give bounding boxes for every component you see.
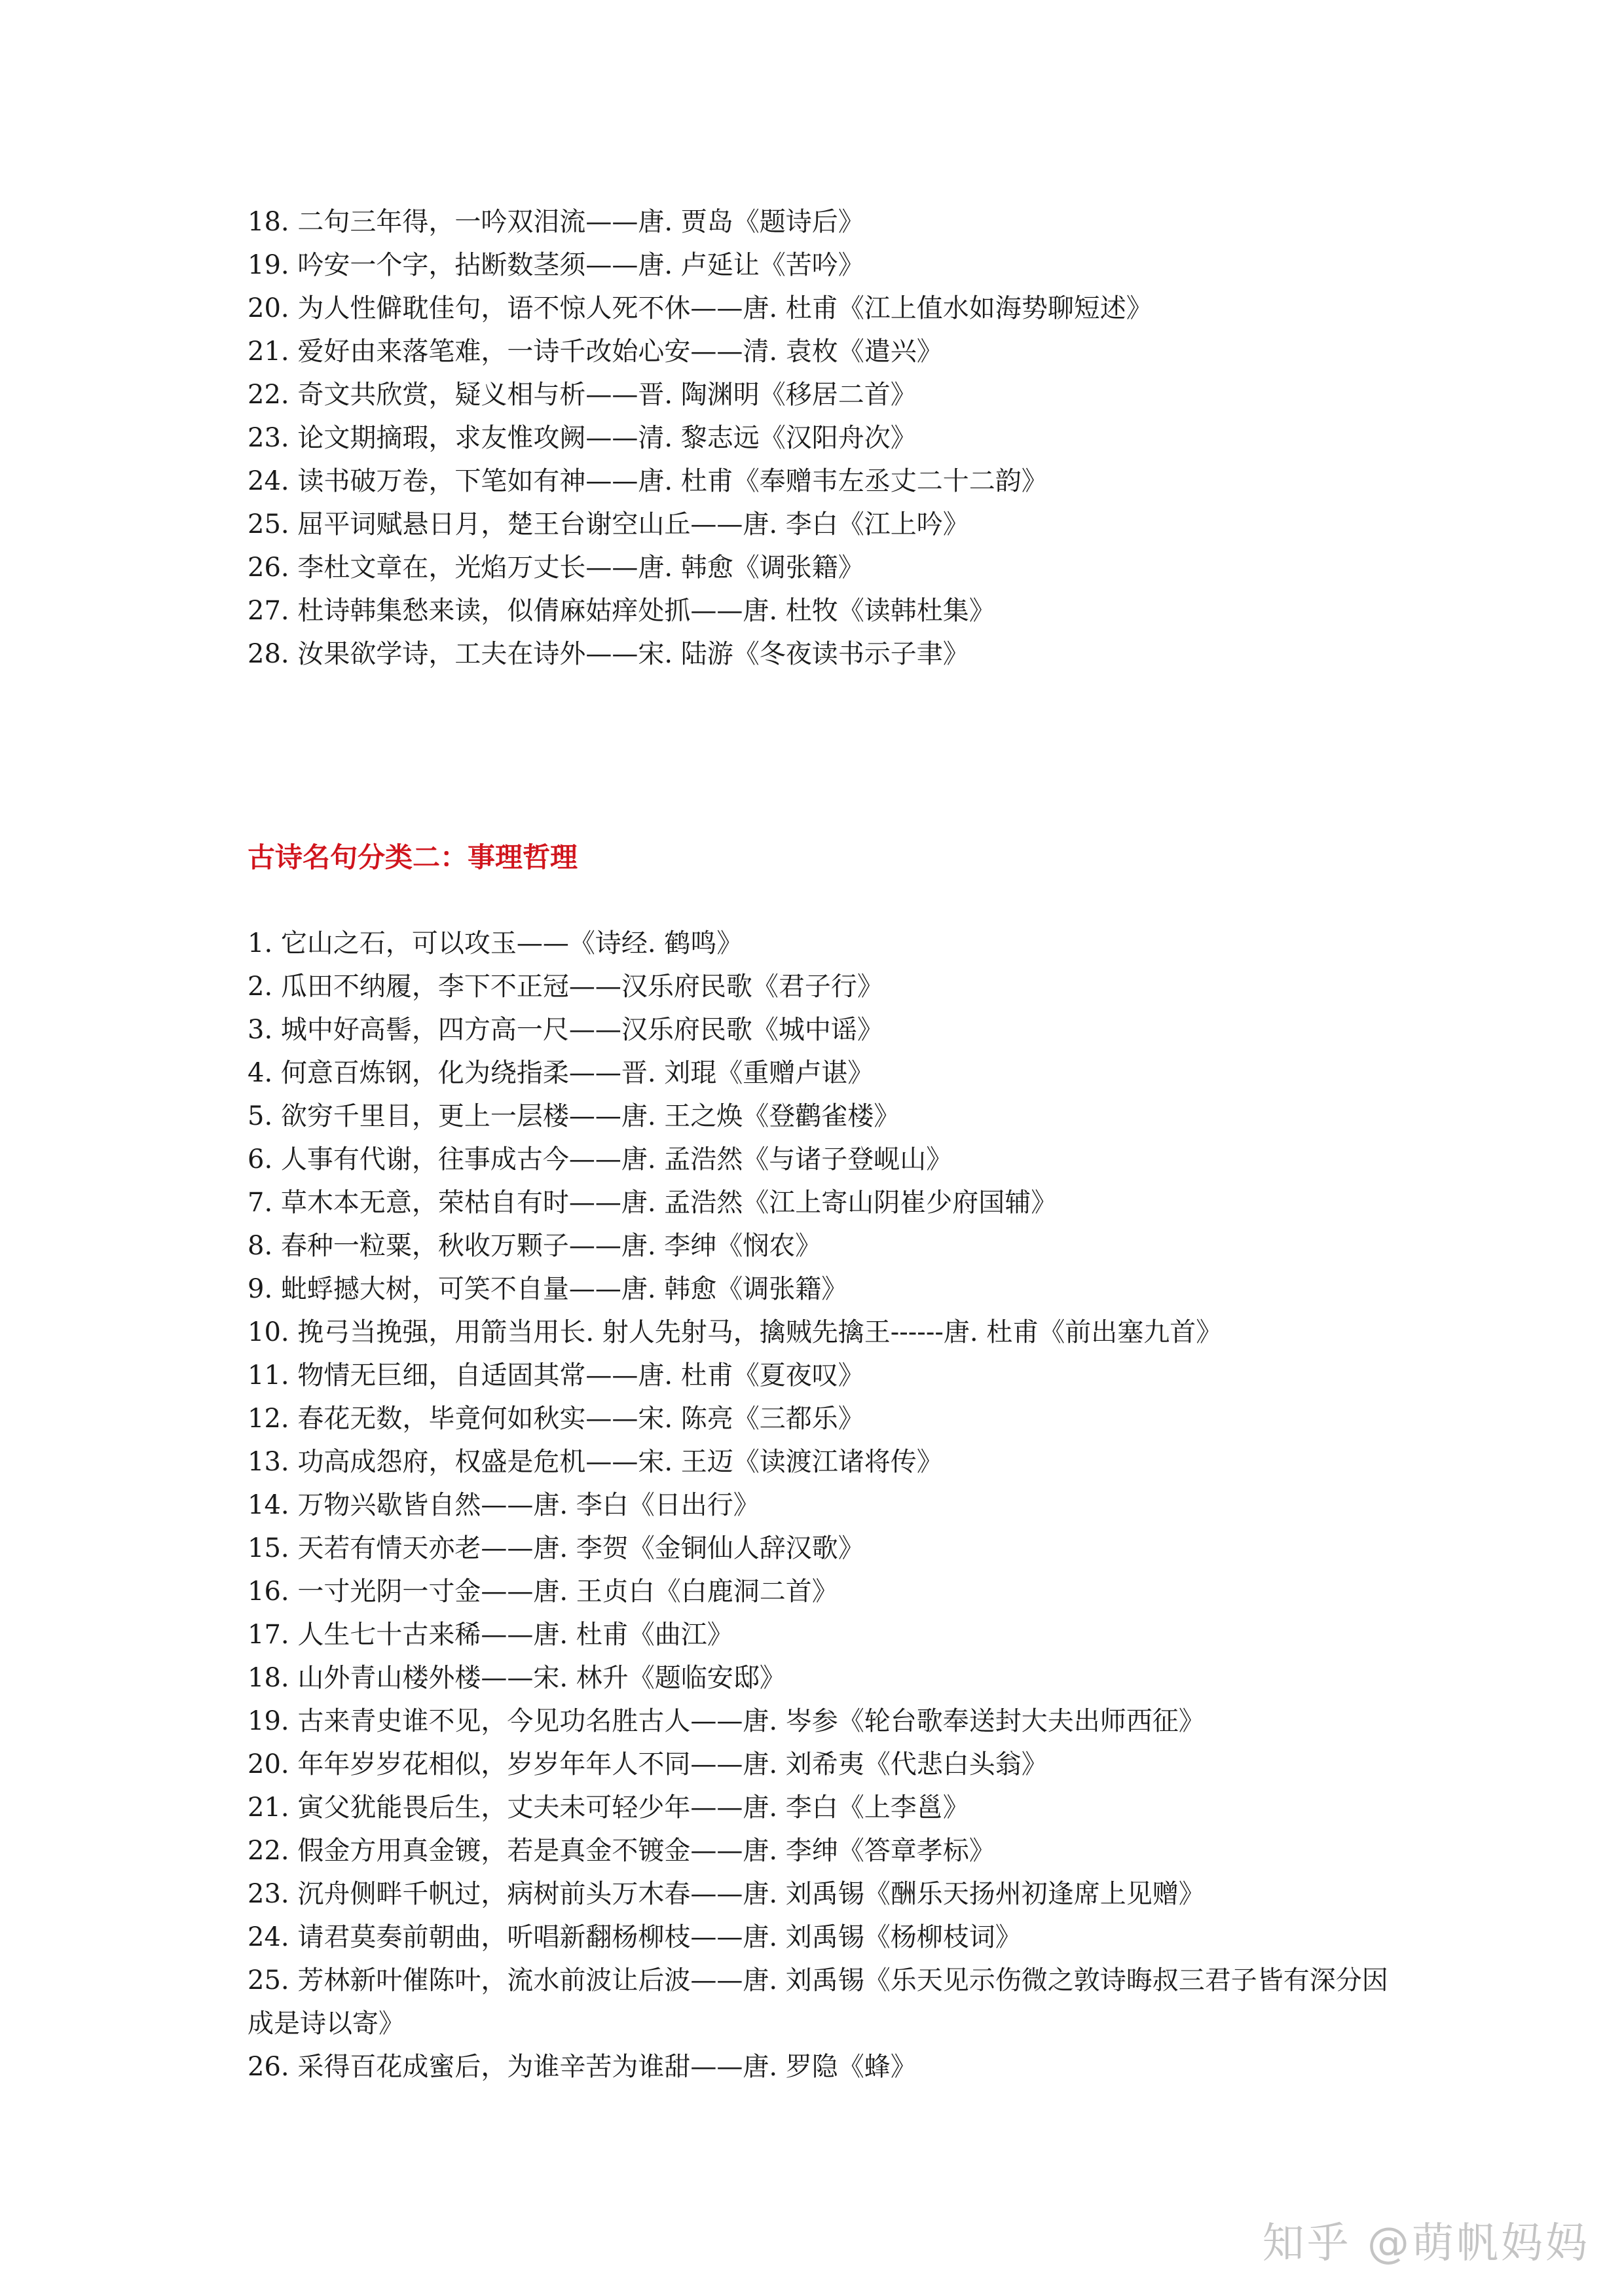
list-item: 5. 欲穷千里目，更上一层楼——唐. 王之焕《登鹳雀楼》 bbox=[248, 1101, 900, 1131]
list-item: 28. 汝果欲学诗，工夫在诗外——宋. 陆游《冬夜读书示子聿》 bbox=[248, 639, 969, 669]
list-item: 10. 挽弓当挽强，用箭当用长. 射人先射马，擒贼先擒王------唐. 杜甫《前出塞九首》 bbox=[248, 1317, 1223, 1347]
list-item: 7. 草木本无意，荣枯自有时——唐. 孟浩然《江上寄山阴崔少府国辅》 bbox=[248, 1188, 1058, 1218]
list-item: 25. 屈平词赋悬日月，楚王台谢空山丘——唐. 李白《江上吟》 bbox=[248, 509, 969, 539]
list-item: 4. 何意百炼钢，化为绕指柔——晋. 刘琨《重赠卢谌》 bbox=[248, 1058, 874, 1088]
list-item: 2. 瓜田不纳履，李下不正冠——汉乐府民歌《君子行》 bbox=[248, 972, 883, 1002]
list-item: 23. 论文期摘瑕，求友惟攻阙——清. 黎志远《汉阳舟次》 bbox=[248, 423, 917, 453]
list-item: 22. 假金方用真金镀，若是真金不镀金——唐. 李绅《答章孝标》 bbox=[248, 1836, 995, 1866]
list-item: 3. 城中好高髻，四方高一尺——汉乐府民歌《城中谣》 bbox=[248, 1015, 883, 1045]
list-item: 21. 爱好由来落笔难，一诗千改始心安——清. 袁枚《遣兴》 bbox=[248, 337, 943, 367]
list-item: 18. 山外青山楼外楼——宋. 林升《题临安邸》 bbox=[248, 1663, 786, 1693]
list-item: 19. 古来青史谁不见，今见功名胜古人——唐. 岑参《轮台歌奉送封大夫出师西征》 bbox=[248, 1706, 1205, 1736]
list-item: 26. 采得百花成蜜后，为谁辛苦为谁甜——唐. 罗隐《蜂》 bbox=[248, 2052, 917, 2082]
list-item: 23. 沉舟侧畔千帆过，病树前头万木春——唐. 刘禹锡《酬乐天扬州初逢席上见赠》 bbox=[248, 1879, 1205, 1909]
watermark: 知乎 @萌帆妈妈 bbox=[1262, 2219, 1590, 2268]
list-item: 17. 人生七十古来稀——唐. 杜甫《曲江》 bbox=[248, 1620, 733, 1650]
list-item: 14. 万物兴歇皆自然——唐. 李白《日出行》 bbox=[248, 1490, 760, 1520]
quote-list-section-1 bbox=[248, 200, 1400, 676]
list-item: 18. 二句三年得，一吟双泪流——唐. 贾岛《题诗后》 bbox=[248, 207, 864, 237]
quote-list-section-2 bbox=[248, 922, 1400, 2088]
section-title: 古诗名句分类二：事理哲理 bbox=[248, 841, 578, 873]
list-item: 8. 春种一粒粟，秋收万颗子——唐. 李绅《悯农》 bbox=[248, 1231, 822, 1261]
list-item: 12. 春花无数，毕竟何如秋实——宋. 陈亮《三都乐》 bbox=[248, 1404, 864, 1434]
list-item: 11. 物情无巨细，自适固其常——唐. 杜甫《夏夜叹》 bbox=[248, 1360, 864, 1391]
list-item: 20. 年年岁岁花相似，岁岁年年人不同——唐. 刘希夷《代悲白头翁》 bbox=[248, 1749, 1048, 1779]
list-item: 26. 李杜文章在，光焰万丈长——唐. 韩愈《调张籍》 bbox=[248, 553, 864, 583]
list-item: 20. 为人性僻耽佳句，语不惊人死不休——唐. 杜甫《江上值水如海势聊短述》 bbox=[248, 293, 1153, 323]
list-item: 19. 吟安一个字，拈断数茎须——唐. 卢延让《苦吟》 bbox=[248, 250, 864, 280]
list-item: 24. 读书破万卷，下笔如有神——唐. 杜甫《奉赠韦左丞丈二十二韵》 bbox=[248, 466, 1048, 496]
list-item: 13. 功高成怨府，权盛是危机——宋. 王迈《读渡江诸将传》 bbox=[248, 1447, 943, 1477]
list-item: 9. 蚍蜉撼大树，可笑不自量——唐. 韩愈《调张籍》 bbox=[248, 1274, 848, 1304]
list-item: 24. 请君莫奏前朝曲，听唱新翻杨柳枝——唐. 刘禹锡《杨柳枝词》 bbox=[248, 1922, 1022, 1952]
list-item: 22. 奇文共欣赏，疑义相与析——晋. 陶渊明《移居二首》 bbox=[248, 380, 917, 410]
list-item: 21. 寅父犹能畏后生，丈夫未可轻少年——唐. 李白《上李邕》 bbox=[248, 1793, 969, 1823]
list-item: 27. 杜诗韩集愁来读，似倩麻姑痒处抓——唐. 杜牧《读韩杜集》 bbox=[248, 596, 995, 626]
list-item: 6. 人事有代谢，往事成古今——唐. 孟浩然《与诸子登岘山》 bbox=[248, 1144, 953, 1175]
list-item: 15. 天若有情天亦老——唐. 李贺《金铜仙人辞汉歌》 bbox=[248, 1533, 864, 1563]
list-item: 25. 芳林新叶催陈叶，流水前波让后波——唐. 刘禹锡《乐天见示伤微之敦诗晦叔三君子皆有深分因成是诗以寄》 bbox=[248, 1965, 1388, 2039]
list-item: 1. 它山之石，可以攻玉——《诗经. 鹤鸣》 bbox=[248, 928, 743, 958]
list-item: 16. 一寸光阴一寸金——唐. 王贞白《白鹿洞二首》 bbox=[248, 1576, 838, 1607]
